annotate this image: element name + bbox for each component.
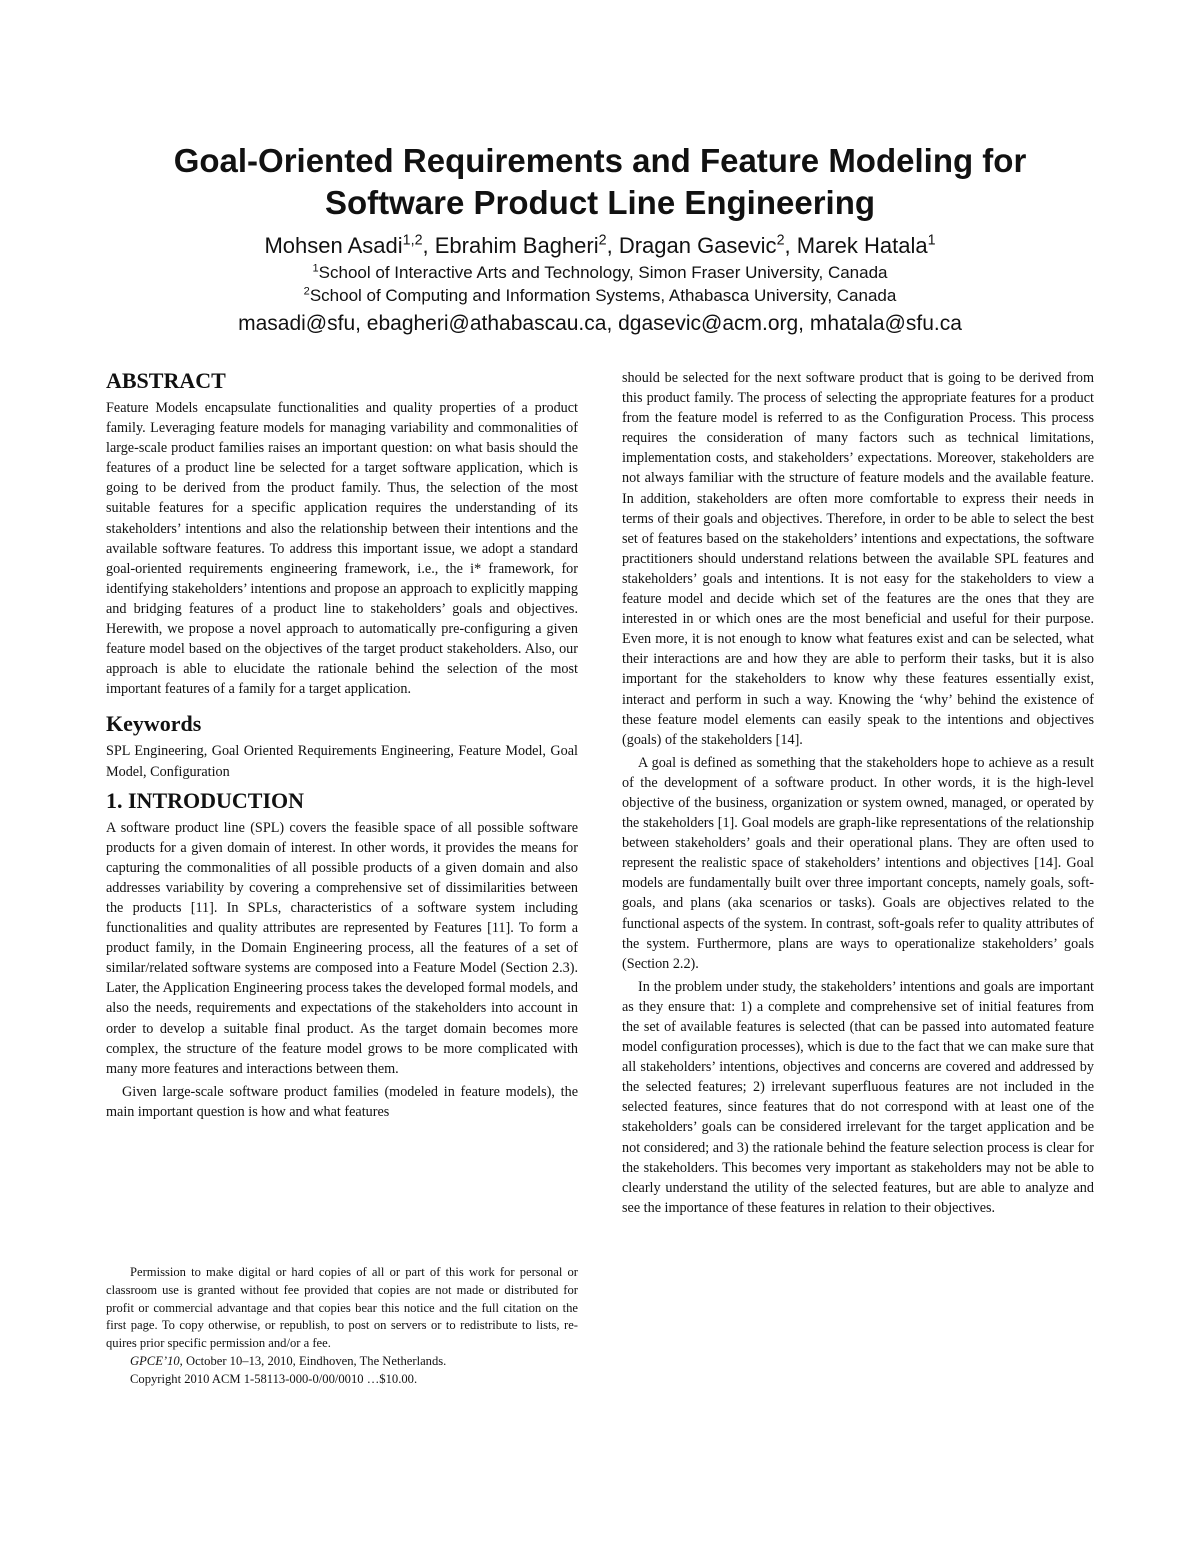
body-paragraph: A goal is defined as something that the stakeholders hope to achieve as a result of the development of a software product. In other words, it is the high-level objective of the business, organization or system owned, managed, or operated by the stakeholders [1]. Goal models are graph-like representations of the relationship between stakeholders’ goals and their operational plans. They are often used to represent the realistic space of stakeholders’ intentions and objectives [14]. Goal models are fundamentally built over three important concepts, namely goals, soft-goals, and plans (aka scenarios or tasks). Goals are objectives related to the functional aspects of the system. In contrast, soft-goals refer to quality attributes of the system. Furthermore, plans are ways to operationalize stakeholders’ goals (Section 2.2). — [622, 754, 1094, 972]
author-affiliation-mark: 1 — [927, 232, 936, 249]
body-paragraph: A software product line (SPL) covers the feasible space of all possible software products for a given domain of interest. In other words, it provides the means for capturing the commonalities of all possible products of a given domain and also addresses variability by covering a comprehensive set of dissimilarities between the products [11]. In SPLs, characteristics of a software system including functionalities and quality attributes are represented by Features [11]. To form a product family, in the Domain Engineering process, all the features of a set of similar/related software systems are composed into a Feature Model (Section 2.3). Later, the Application Engineering process takes the developed formal models, and also the needs, requirements and expectations of the stakeholders into account in order to develop a suitable final product. As the target domain becomes more complex, the structure of the feature model grows to be more complicated with many more features and interactions between them. — [106, 819, 578, 1077]
author-affiliation-mark: 1,2 — [402, 232, 423, 249]
title-line: Software Product Line Engineering — [324, 184, 876, 221]
venue-line — [106, 1353, 578, 1371]
author-name: Marek Hatala — [796, 233, 928, 258]
affiliation-list — [100, 261, 1100, 307]
affiliation-number: 2 — [303, 285, 310, 298]
author-name: Ebrahim Bagheri — [434, 233, 599, 258]
affiliation-text: School of Interactive Arts and Technology, Simon Fraser University, Canada — [318, 263, 888, 282]
abstract-heading: ABSTRACT — [106, 368, 226, 393]
body-paragraph: Given large-scale software product families (modeled in feature models), the main important question is how and what features — [106, 1083, 578, 1120]
keywords-text: SPL Engineering, Goal Oriented Requirements Engineering, Feature Model, Goal Model, Configuration — [106, 743, 578, 780]
title-line: Goal-Oriented Requirements and Feature Modeling for — [173, 142, 1027, 179]
author-affiliation-mark: 2 — [776, 232, 785, 249]
affiliation-number: 1 — [312, 262, 319, 275]
right-column — [622, 368, 1094, 1218]
venue-details: , October 10–13, 2010, Eindhoven, The Netherlands. — [179, 1353, 447, 1368]
keywords-heading: Keywords — [106, 711, 202, 737]
permission-notice — [106, 1264, 578, 1389]
author-name: Dragan Gasevic — [618, 233, 777, 258]
body-paragraph: In the problem under study, the stakeholders’ intentions and goals are important as they ensure that: 1) a complete and comprehensive set of initial features from the set of available features is selected (that can be passed into automated feature model configuration processes), which is due to the fact that we can make sure that all stakeholders’ intentions, objectives and concerns are covered and addressed by the selected features; 2) irrelevant superfluous features are not included in the selected features, since features that do not correspond with at least one of the stakeholders’ goals can be considered irrelevant for the target application and be not considered; and 3) the rationale behind the feature selection process is clear for the stakeholders. This becomes very important as stakeholders may not be able to clearly understand the utility of the selected features, but are able to analyze and see the importance of these features in relation to their objectives. — [622, 978, 1094, 1216]
affiliation — [100, 261, 1100, 284]
permission-text: Permission to make digital or hard copies of all or part of this work for personal or classroom use is granted without fee provided that copies are not made or distributed for profit or commercial advantage and that copies bear this notice and the full citation on the first page. To copy otherwise, or republish, to post on servers or to redistribute to lists, requires prior specific permission and/or a fee. — [106, 1265, 578, 1351]
affiliation — [100, 284, 1100, 307]
body-paragraph: should be selected for the next software product that is going to be derived from this product family. The process of selecting the appropriate features for a product from the feature model is referred to as the Configuration Process. This process requires the consideration of many factors such as technical limitations, implementation costs, and stakeholders’ expectations. Moreover, stakeholders are not always familiar with the structure of feature models and the available feature. In addition, stakeholders are often more comfortable to express their needs in terms of their goals and objectives. Therefore, in order to be able to select the best set of features based on the stakeholders’ intentions and expectations, the software practitioners should understand relations between the available SPL features and stakeholders’ goals and intentions. It is not easy for the stakeholders to view a feature model and decide which set of the features are the ones that they are interested in or which ones are the most beneficial and useful for their purpose. Even more, it is not enough to know what features exist and can be selected, what their interactions are and how they are able to perform their tasks, but it is also important for the stakeholders to know why these features essentially exist, interact and perform in such a way. Knowing the ‘why’ behind the existence of these feature model elements can easily speak to the intentions and objectives (goals) of the stakeholders [14]. — [622, 370, 1094, 748]
copyright-line: Copyright 2010 ACM 1-58113-000-0/00/0010 …$10.00. — [130, 1371, 418, 1386]
paper-title — [100, 140, 1100, 224]
abstract-text: Feature Models encapsulate functionalities and quality properties of a product family. Leveraging feature models for managing variability and commonalities of large-scale product families raises an important question: on what basis should the features of a product line be selected for a target software application, which is going to be derived from the product family. Thus, the selection of the most suitable features for a specific application requires the understanding of its stakeholders’ intentions and also the relationship between their intentions and the available software features. To address this important issue, we adopt a standard goal-oriented requirements engineering framework, i.e., the i* framework, for identifying stakeholders’ intentions and propose an approach to explicitly mapping and bridging features of a product line to stakeholders’ goals and objectives. Herewith, we propose a novel approach to automatically pre-configuring a given feature model based on the objectives of the target product stakeholders. Also, our approach is able to elucidate the rationale behind the selection of the most important features of a family for a target application. — [106, 400, 578, 698]
introduction-heading: 1. INTRODUCTION — [106, 787, 305, 813]
author-list: Mohsen Asadi$^{1,2}$, Ebrahim Bagheri$^2$, Dragan Gasevic$^2$, Marek Hatala$^1$ — [264, 232, 936, 258]
left-column — [106, 368, 578, 1122]
author-name: Mohsen Asadi — [264, 233, 403, 258]
author-affiliation-mark: 2 — [598, 232, 607, 249]
paper-header — [100, 140, 1100, 338]
author-emails: masadi@sfu, ebagheri@athabascau.ca, dgasevic@acm.org, mhatala@sfu.ca — [238, 312, 962, 335]
venue-name: GPCE’10 — [130, 1353, 180, 1368]
affiliation-text: School of Computing and Information Systems, Athabasca University, Canada — [309, 286, 897, 305]
